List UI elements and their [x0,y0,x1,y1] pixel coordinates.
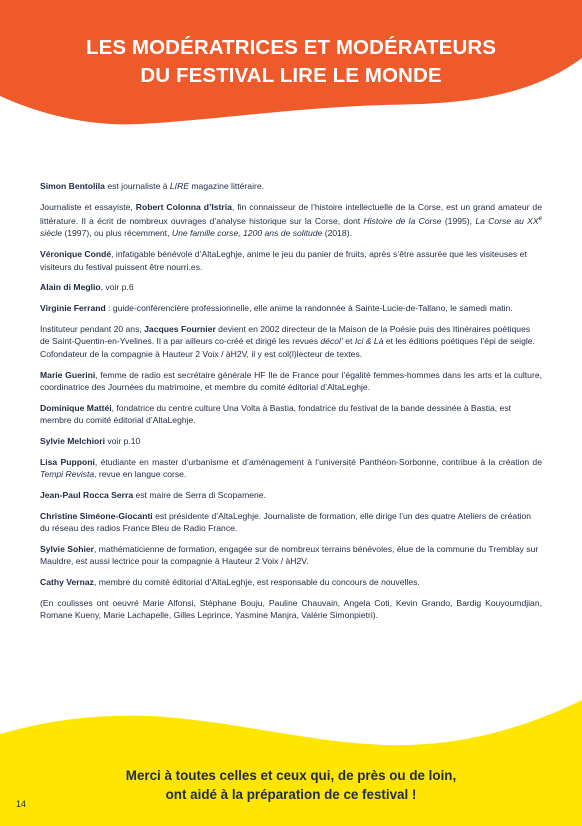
entry-name: Jean-Paul Rocca Serra [40,490,134,501]
entry-name: Véronique Condé [40,249,112,260]
entry-sylvie-melchiori: Sylvie Melchiori voir p.10 [40,436,141,447]
entry-name: Dominique Mattéi [40,402,112,413]
page-title [0,34,582,90]
entry-jacques-fournier: Instituteur pendant 20 ans, Jacques Fournier devient en 2002 directeur de la Maison de la Poésie puis des Itinéraires poétiques de Saint-Quentin-en-Yvelines. Il a par ailleurs co-créé et dirigé les revues décol’ et Ici & Là et les éditions poétiques l’épi de seigle. Cofondateur de la compagnie à Hauteur 2 Voix / àH2V, il y est col(l)lecteur de textes. [40,324,535,359]
entry-jean-paul-rocca-serra: Jean-Paul Rocca Serra est maire de Serra di Scopamene. [40,490,266,501]
thanks-message [0,766,582,804]
moderators-list [40,180,542,630]
thanks-line-1: Merci à toutes celles et ceux qui, de près ou de loin, [125,768,457,783]
entry-robert-colonna: Journaliste et essayiste, Robert Colonna d’Istria, fin connaisseur de l’histoire intellectuelle de la Corse, est un grand amateur de littérature. Il a écrit de nombreux ouvrages d’analyse historique sur la Corse, dont Histoire de la Corse (1995), La Corse au XXe siècle (1997), ou plus récemment, Une famille corse, 1200 ans de solitude (2018). [40,201,542,239]
entry-name: Robert Colonna d’Istria [135,201,232,212]
entry-dominique-mattei: Dominique Mattéi, fondatrice du centre culture Una Volta à Bastia, fondatrice du festival de la bande dessinée à Bastia, est membre du comité éditorial d’AltaLeghje. [40,402,512,426]
entry-cathy-vernaz: Cathy Vernaz, membre du comité éditorial d’AltaLeghje, est responsable du concours de nouvelles. [40,577,420,588]
title-line-1: LES MODÉRATRICES ET MODÉRATEURS [85,36,497,59]
entry-name: Lisa Pupponi [40,456,95,467]
entry-simon-bentolila: Simon Bentolila est journaliste à LIRE magazine littéraire. [40,181,265,191]
entry-name: Jacques Fournier [144,324,216,335]
entry-christine-simeone-giocanti: Christine Siméone-Giocanti est présidente d’AltaLeghje. Journaliste de formation, elle dirige l’un des quatre Ateliers de création du réseau des radios France Bleu de Radio France. [40,510,532,534]
entry-name: Sylvie Melchiori [40,436,105,447]
entry-sylvie-sohier: Sylvie Sohier, mathématicienne de formation, engagée sur de nombreux terrains bénévoles, élue de la commune du Tremblay sur Mauldre, est aussi lectrice pour la compagnie à Hauteur 2 Voix / àH2V. [40,544,539,567]
entry-veronique-conde: Véronique Condé, infatigable bénévole d’AltaLeghje, anime le jeu du panier de fruits, après s’être assurée que les visiteuses et visiteurs du festival puissent être nourri.es. [40,249,527,272]
entry-name: Sylvie Sohier [40,544,94,555]
entry-behind-the-scenes: (En coulisses ont oeuvré Marie Alfonsi, Stéphane Bouju, Pauline Chauvain, Angela Coti, Kevin Grando, Bardig Kouyoumdjian, Romane Kueny, Marie Lachapelle, Gilles Leprince, Yasmine Manjra, Valérie Simonpietri). [40,598,542,621]
entry-name: Cathy Vernaz [40,577,94,588]
page-number: 14 [16,799,27,809]
entry-name: Christine Siméone-Giocanti [40,510,153,521]
entry-marie-guerini: Marie Guerini, femme de radio est secrétaire générale HF Ile de France pour l’égalité femmes-hommes dans les arts et la culture, coordinatrice des Journées du matrimoine, et membre du comité éditorial d’AltaLeghje. [40,369,542,393]
entry-virginie-ferrand: Virginie Ferrand : guide-conférencière professionnelle, elle anime la randonnée à Sainte-Lucie-de-Tallano, le samedi matin. [40,303,513,314]
footer-yellow-wave [0,690,582,826]
entry-lisa-pupponi: Lisa Pupponi, étudiante en master d’urbanisme et d’aménagement à l’université Panthéon-Sorbonne, contribue à la création de Tempi Revista, revue en langue corse. [40,456,542,480]
entry-name: Virginie Ferrand [40,303,106,314]
entry-name: Alain di Meglio [40,282,101,293]
entry-name: Simon Bentolila [40,181,105,191]
title-line-2: DU FESTIVAL LIRE LE MONDE [140,64,442,87]
thanks-line-2: ont aidé à la préparation de ce festival ! [165,787,417,802]
entry-alain-di-meglio: Alain di Meglio, voir p.6 [40,282,134,293]
entry-name: Marie Guerini [40,369,96,380]
